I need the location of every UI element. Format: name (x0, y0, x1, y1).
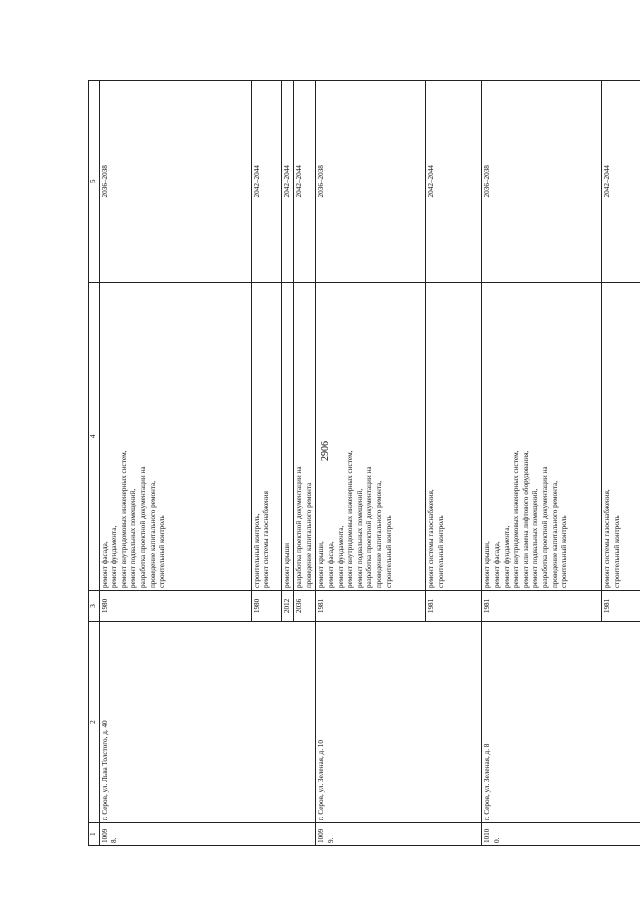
work-line: ремонт крыши (282, 543, 291, 589)
work-line: ремонт подвальных помещений, (531, 488, 540, 589)
work-line: ремонт системы газоснабжения, (603, 489, 612, 589)
work-line: проведение капитального ремонта (304, 482, 313, 589)
table-row (99, 81, 251, 846)
work-line: строительный контроль (158, 515, 167, 589)
work-line: ремонт внутридомовых инженерных систем, (512, 450, 521, 589)
work-line: ремонт фасада, (326, 541, 335, 589)
work-line: ремонт крыши, (483, 541, 492, 589)
work-line: ремонт подвальных помещений, (129, 488, 138, 589)
page-number: 2906 (320, 441, 331, 461)
work-line: ремонт фундамента, (502, 525, 511, 589)
work-line: разработка проектной документации на (295, 466, 304, 589)
work-year: 2036 (294, 591, 316, 622)
column-number-1: 1 (89, 823, 100, 846)
work-line: строительный контроль (612, 515, 621, 589)
entry-number: 10100. (482, 823, 640, 846)
work-line: проведение капитального ремонта, (148, 480, 157, 589)
work-line: ремонт фасада, (492, 541, 501, 589)
work-line: строительный контроль (384, 515, 393, 589)
work-period: 2042–2044 (251, 81, 281, 283)
column-number-2: 2 (89, 621, 100, 823)
work-period: 2042–2044 (294, 81, 316, 283)
work-line: ремонт подвальных помещений, (355, 488, 364, 589)
column-number-5: 5 (89, 81, 100, 283)
work-line: ремонт фундамента, (110, 525, 119, 589)
work-line: ремонт системы газоснабжения (262, 491, 271, 589)
work-line: строительный контроль (436, 515, 445, 589)
work-period: 2042–2044 (426, 81, 482, 283)
work-line: ремонт системы газоснабжения, (427, 489, 436, 589)
work-year: 1981 (602, 591, 640, 622)
work-period: 2042–2044 (602, 81, 640, 283)
entry-number: 10098. (99, 823, 316, 846)
capital-repair-table (88, 80, 640, 846)
work-period: 2036–2038 (482, 81, 602, 283)
entry-address: г. Серов, ул. Зеленая, д. 10 (316, 621, 482, 823)
work-year: 2012 (281, 591, 294, 622)
work-period: 2042–2044 (281, 81, 294, 283)
table-body (99, 81, 640, 846)
table-row (482, 81, 602, 846)
column-number-row (89, 81, 100, 846)
work-period: 2036–2038 (99, 81, 251, 283)
entry-number: 10099. (316, 823, 482, 846)
work-list (281, 282, 294, 590)
work-line: ремонт внутридомовых инженерных систем, (346, 450, 355, 589)
work-line: ремонт фасада, (100, 541, 109, 589)
work-year: 1981 (316, 591, 426, 622)
table-row (316, 81, 426, 846)
work-year: 1980 (251, 591, 281, 622)
work-list (426, 282, 482, 590)
work-line: проведение капитального ремонта, (374, 480, 383, 589)
work-line: проведение капитального ремонта, (550, 480, 559, 589)
work-line: разработка проектной документации на (540, 466, 549, 589)
work-year: 1981 (482, 591, 602, 622)
work-list (294, 282, 316, 590)
work-line: ремонт крыши, (317, 541, 326, 589)
work-period: 2036–2038 (316, 81, 426, 283)
work-line: строительный контроль (560, 515, 569, 589)
work-line: строительный контроль, (252, 513, 261, 589)
work-line: ремонт фундамента, (336, 525, 345, 589)
work-list (99, 282, 251, 590)
entry-address: г. Серов, ул. Зеленая, д. 8 (482, 621, 640, 823)
column-number-3: 3 (89, 591, 100, 622)
work-year: 1980 (99, 591, 251, 622)
work-list (602, 282, 640, 590)
work-list (251, 282, 281, 590)
entry-address: г. Серов, ул. Льва Толстого, д. 40 (99, 621, 316, 823)
work-line: разработка проектной документации на (365, 466, 374, 589)
column-number-4: 4 (89, 282, 100, 590)
work-line: ремонт или замена лифтового оборудования, (521, 450, 530, 589)
work-year: 1981 (426, 591, 482, 622)
work-list (316, 282, 426, 590)
work-line: ремонт внутридомовых инженерных систем, (119, 450, 128, 589)
work-line: разработка проектной документации на (138, 466, 147, 589)
rotated-table-container (88, 80, 621, 846)
work-list (482, 282, 602, 590)
